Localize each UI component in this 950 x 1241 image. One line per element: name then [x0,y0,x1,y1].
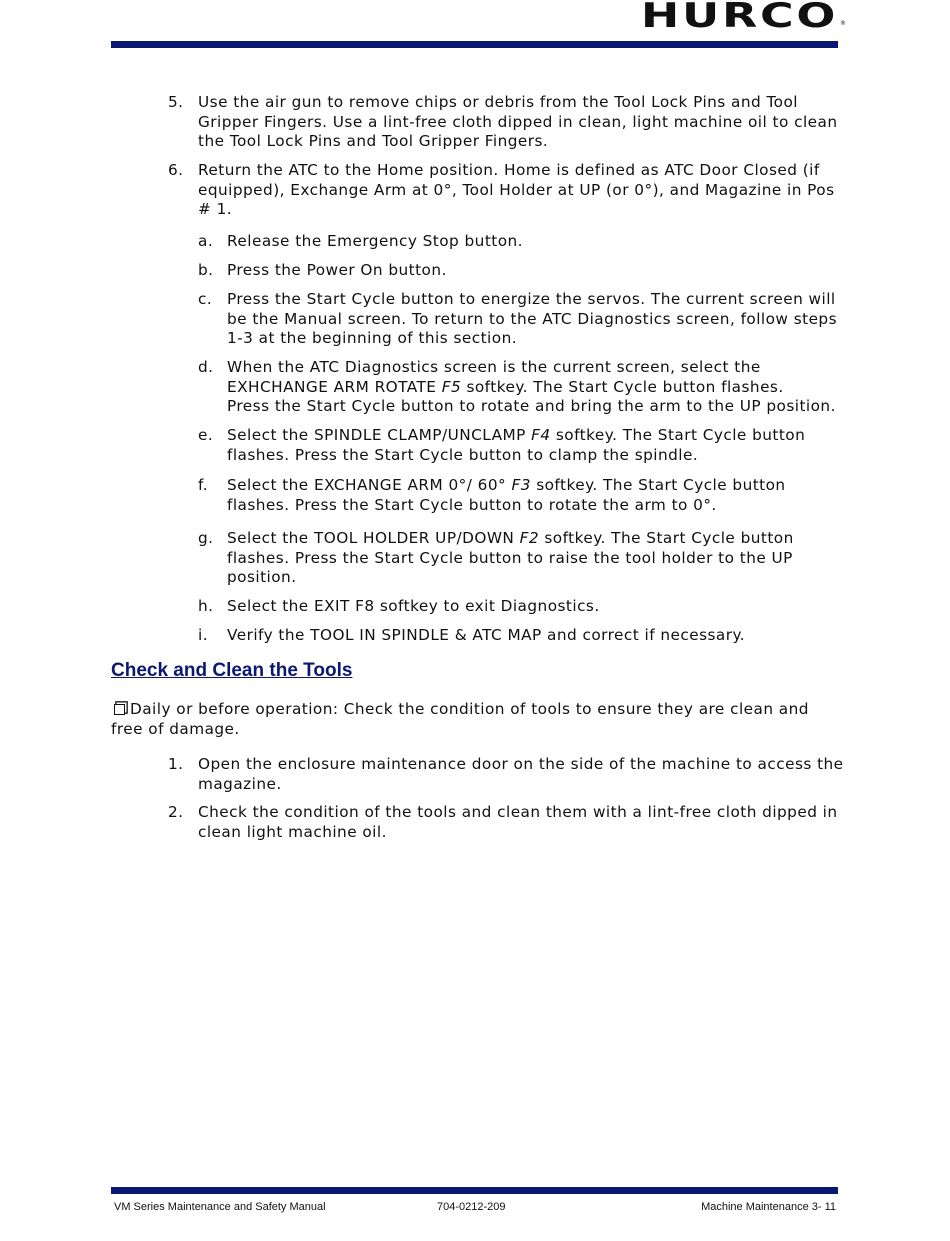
logo-text: HURCO [640,0,838,36]
intro-line-1: Daily or before operation: Check the condition of tools to ensure they are clean and [130,700,809,718]
footer-right: Machine Maintenance 3- 11 [701,1201,836,1213]
list-marker: e. [198,426,214,444]
list-item-text: Select the TOOL HOLDER UP/DOWN F2 softkey. The Start Cycle button flashes. Press the Start Cycle button to raise the tool holder to the UP position. [227,529,794,586]
list-item-text: When the ATC Diagnostics screen is the current screen, select the EXHCHANGE ARM ROTATE F5 softkey. The Start Cycle button flashes. Press the Start Cycle button to rotate and bring the arm to the UP position. [227,358,836,415]
list-item-text: Select the EXCHANGE ARM 0°/ 60° F3 softkey. The Start Cycle button flashes. Press the Start Cycle button to rotate the arm to 0°. [227,476,786,514]
list-item-text: Select the EXIT F8 softkey to exit Diagnostics. [227,597,600,615]
list-item-text: Press the Start Cycle button to energize the servos. The current screen will be the Manual screen. To return to the ATC Diagnostics screen, follow steps 1-3 at the beginning of this section. [227,290,838,347]
logo-registered-mark: ® [840,20,846,27]
list-item-text: Open the enclosure maintenance door on the side of the machine to access the magazine. [198,755,844,793]
list-item-text: Return the ATC to the Home position. Home is defined as ATC Door Closed (if equipped), Exchange Arm at 0°, Tool Holder at UP (or 0°), and Magazine in Pos # 1. [198,161,835,218]
section-heading: Check and Clean the Tools [111,660,353,681]
list-item-text: Select the SPINDLE CLAMP/UNCLAMP F4 softkey. The Start Cycle button flashes. Press the Start Cycle button to clamp the spindle. [227,426,806,464]
list-marker: 6. [168,161,184,179]
footer-left: VM Series Maintenance and Safety Manual [114,1201,326,1213]
list-marker: g. [198,529,214,547]
list-marker: 1. [168,755,184,773]
section-intro [111,700,831,739]
list-item-text: Press the Power On button. [227,261,447,279]
list-marker: d. [198,358,214,376]
intro-line-2: free of damage. [111,719,240,738]
list-item-text: Use the air gun to remove chips or debris from the Tool Lock Pins and Tool Gripper Fingers. Use a lint-free cloth dipped in clean, light machine oil to clean the Tool Lock Pins and Tool Gripper Fingers. [198,93,838,150]
list-marker: 5. [168,93,184,111]
list-item-text: Check the condition of the tools and clean them with a lint-free cloth dipped in clean light machine oil. [198,803,838,841]
footer-center: 704-0212-209 [437,1201,506,1213]
checkbox-icon [114,704,125,715]
footer-rule [111,1187,838,1194]
list-item-text: Release the Emergency Stop button. [227,232,523,250]
list-marker: b. [198,261,214,279]
list-marker: 2. [168,803,184,821]
list-marker: h. [198,597,214,615]
list-marker: a. [198,232,214,250]
header-rule [111,41,838,48]
list-marker: f. [198,476,209,494]
list-marker: c. [198,290,213,308]
list-item-text: Verify the TOOL IN SPINDLE & ATC MAP and correct if necessary. [227,626,746,644]
hurco-logo [640,0,846,36]
list-marker: i. [198,626,209,644]
